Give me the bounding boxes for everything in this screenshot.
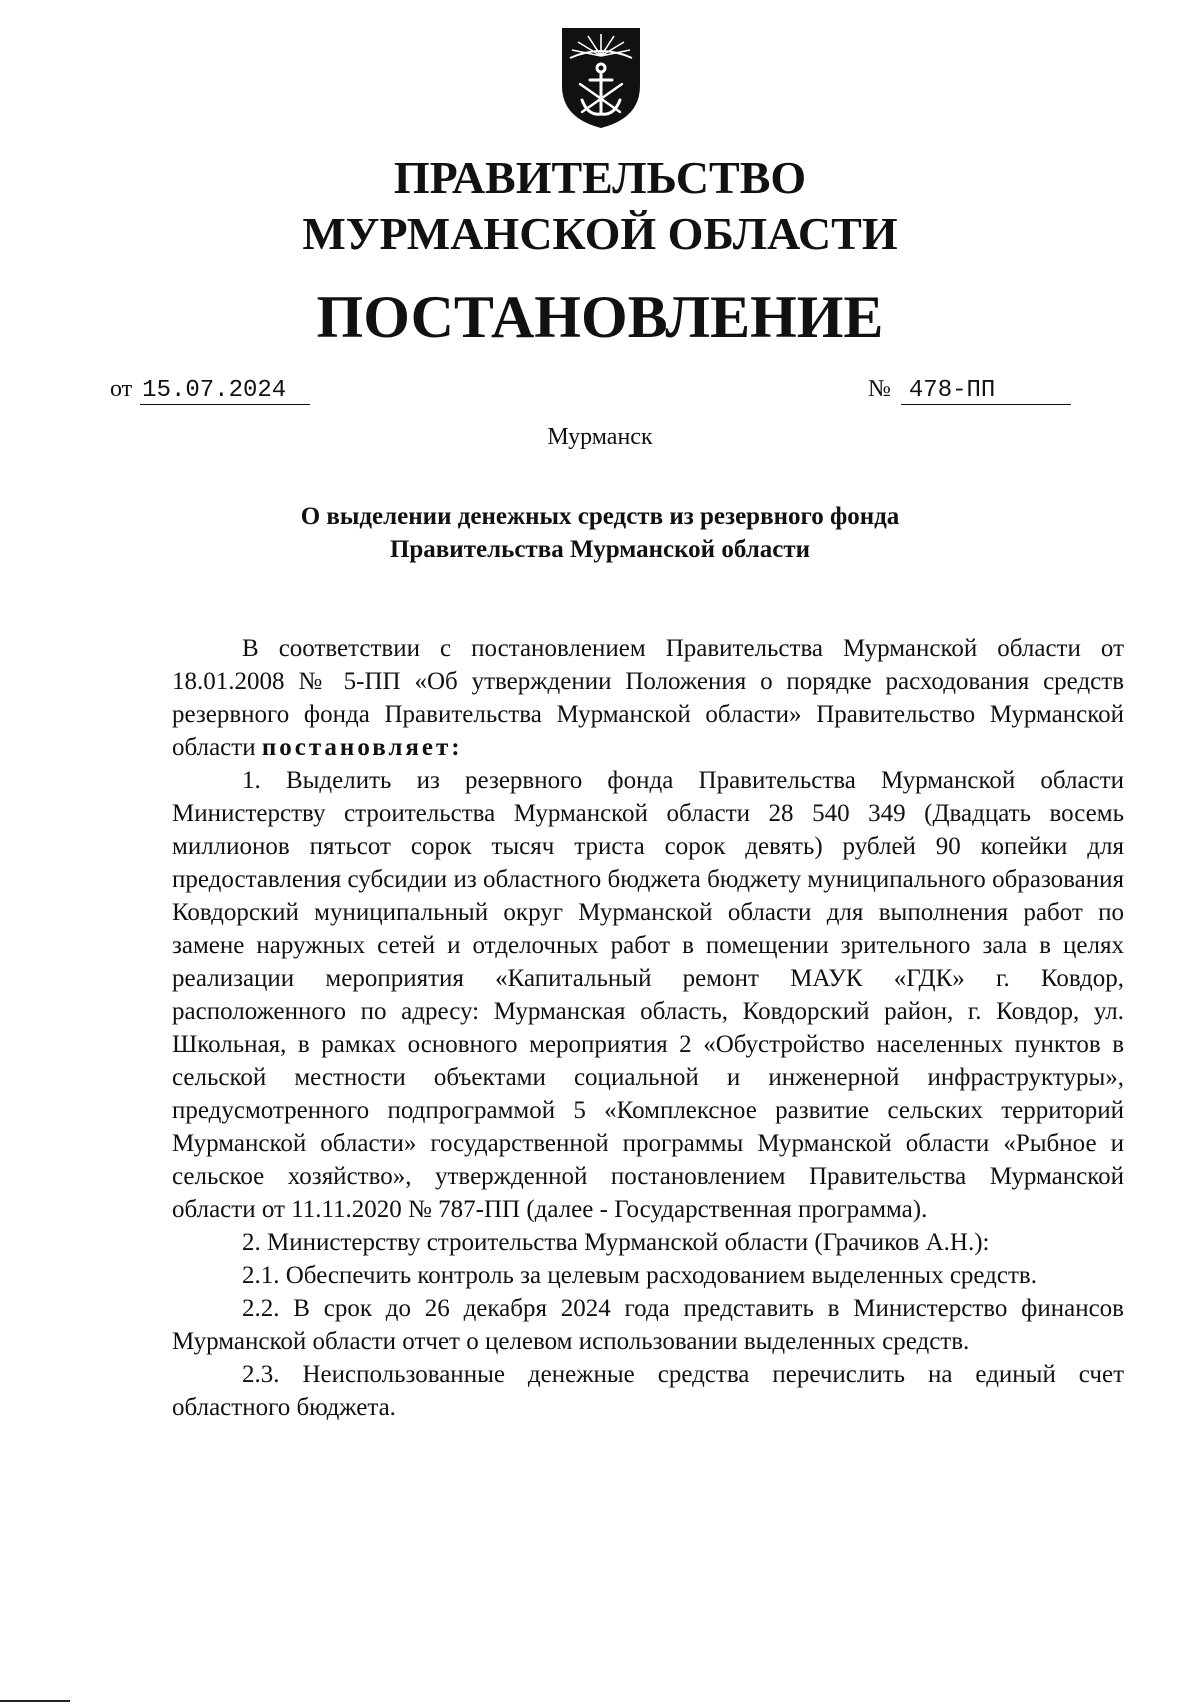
document-city: Мурманск bbox=[547, 424, 653, 450]
item-2-3-paragraph: 2.3. Неиспользованные денежные средства перечислить на единый счет областного бюджета. bbox=[172, 1361, 1124, 1421]
preamble-text: В соответствии с постановлением Правительства Мурманской области от 18.01.2008 № 5-ПП «Об утверждении Положения о порядке расходования средств резервного фонда Правительства Мурманской области» Правительство Мурманской области bbox=[172, 635, 1124, 761]
document-date bbox=[110, 376, 330, 404]
footer-rule-divider bbox=[0, 1700, 70, 1702]
number-value: 478-ПП bbox=[901, 377, 1071, 405]
subject-line1: О выделении денежных средств из резервного фонда bbox=[300, 503, 900, 530]
government-name-line2: МУРМАНСКОЙ ОБЛАСТИ bbox=[302, 208, 898, 259]
preamble-paragraph bbox=[172, 632, 1124, 764]
date-value: 15.07.2024 bbox=[140, 377, 310, 405]
item-2-2-paragraph: 2.2. В срок до 26 декабря 2024 года представить в Министерство финансов Мурманской области отчет о целевом использовании выделенных средств. bbox=[172, 1295, 1124, 1355]
date-label: от bbox=[110, 376, 133, 402]
document-type: ПОСТАНОВЛЕНИЕ bbox=[316, 284, 884, 350]
item-1-paragraph: 1. Выделить из резервного фонда Правительства Мурманской области Министерству строительства Мурманской области 28 540 349 (Двадцать восемь миллионов пятьсот сорок тысяч триста сорок девять) рублей 90 копейки для предоставления субсидии из областного бюджета бюджету муниципального образования Ковдорский муниципальный округ Мурманской области для выполнения работ по замене наружных сетей и отделочных работ в помещении зрительного зала в целях реализации мероприятия «Капитальный ремонт МАУК «ГДК» г. Ковдор, расположенного по адресу: Мурманская область, Ковдорский район, г. Ковдор, ул. Школьная, в рамках основного мероприятия 2 «Обустройство населенных пунктов в сельской местности объектами социальной и инженерной инфраструктуры», предусмотренного подпрограммой 5 «Комплексное развитие сельских территорий Мурманской области» государственной программы Мурманской области «Рыбное и сельское хозяйство», утвержденной постановлением Правительства Мурманской области от 11.11.2020 № 787-ПП (далее - Государственная программа). bbox=[172, 767, 1124, 1223]
number-label: № bbox=[868, 376, 891, 402]
preamble-keyword: постановляет: bbox=[261, 734, 463, 761]
document-subject bbox=[200, 500, 1000, 566]
item-2-paragraph: 2. Министерству строительства Мурманской области (Грачиков А.Н.): bbox=[242, 1229, 990, 1256]
document-body bbox=[172, 632, 1124, 1424]
government-name-line1: ПРАВИТЕЛЬСТВО bbox=[393, 152, 807, 203]
item-2-1-paragraph: 2.1. Обеспечить контроль за целевым расходованием выделенных средств. bbox=[242, 1262, 1037, 1289]
government-name bbox=[0, 150, 1200, 262]
murmansk-coat-of-arms-emblem bbox=[558, 22, 644, 130]
document-number bbox=[868, 376, 1108, 405]
subject-line2: Правительства Мурманской области bbox=[389, 536, 811, 563]
